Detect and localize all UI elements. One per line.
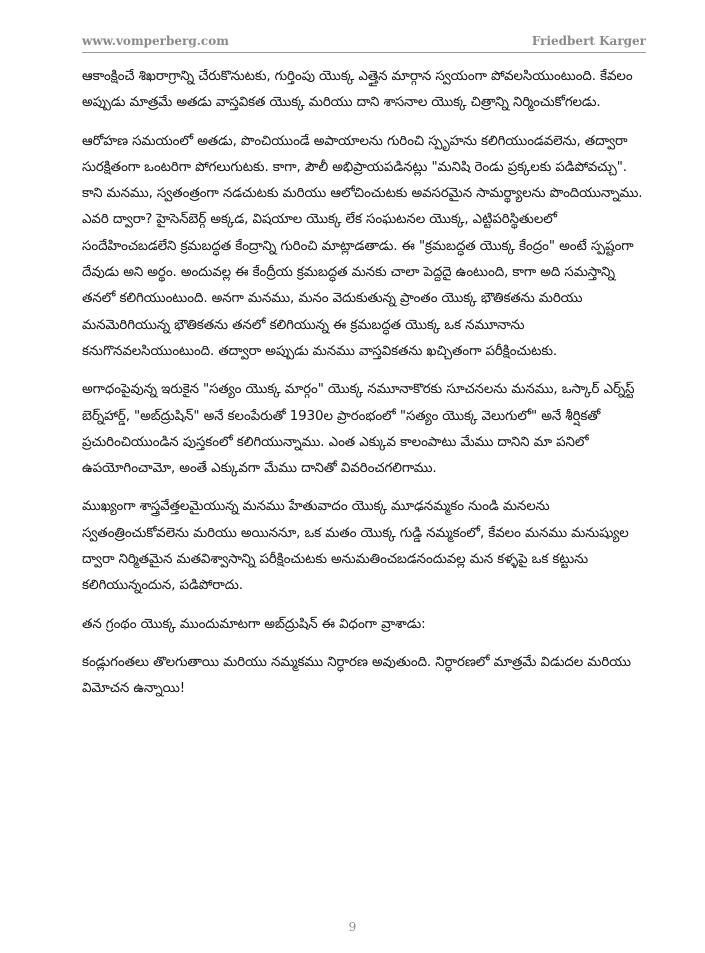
page-header — [82, 30, 646, 53]
header-website: www.vomperberg.com — [82, 34, 229, 48]
paragraph-6: కండ్లుగంతలు తొలగుతాయి మరియు నమ్మకము నిర్ధారణ అవుతుంది. నిర్ధారణలో మాత్రమే విడుదల మరియు విమోచన ఉన్నాయి! — [82, 654, 631, 697]
paragraph-4: ముఖ్యంగా శాస్త్రవేత్తలమైయున్న మనము హేతువాదం యొక్క మూఢనమ్మకం నుండి మనలను స్వతంత్రించుకోవలెను మరియు అయిననూ, ఒక మతం యొక్క గుడ్డి నమ్మకంలో, కేవలం మనము మనుష్యుల ద్వారా నిర్మితమైన మతవిశ్వాసాన్ని పరీక్షించుటకు అనుమతించబడనందువల్ల మన కళ్ళపై ఒక కట్టును కలిగియున్నందున, పడిపోరాదు. — [82, 499, 629, 594]
paragraph-1: ఆకాంక్షించే శిఖరాగ్రాన్ని చేరుకొనుటకు, గుర్తింపు యొక్క ఎత్తైన మార్గాన స్వయంగా పోవలసియుంటుంది. కేవలం అప్పుడు మాత్రమే అతడు వాస్తవికత యొక్క మరియు దాని శాసనాల యొక్క చిత్రాన్ని నిర్మించుకోగలడు. — [82, 69, 633, 111]
paragraph-2: ఆరోహణ సమయంలో అతడు, పొంచియుండే అపాయాలను గురించి స్పృహను కలిగియుండవలెను, తద్వారా సురక్షితంగా ఒంటరిగా పోగలుగుటకు. కాగా, పౌలీ అభిప్రాయపడినట్లు "మనిషి రెండు ప్రక్కలకు పడిపోవచ్చు". కాని మనము, స్వతంత్రంగా నడచుటకు మరియు ఆలోచించుటకు అవసరమైన సామర్థ్యాలను పొందియున్నాము. ఎవరి ద్వారా? హైసెన్‌బెర్గ్ అక్కడ, విషయాల యొక్క లేక సంఘటనల యొక్క, ఎట్టిపరిస్థితులలో సందేహించబడలేని క్రమబద్ధత కేంద్రాన్ని గురించి మాట్లాడతాడు. ఈ "క్రమబద్ధత యొక్క కేంద్రం" అంటే స్పష్టంగా దేవుడు అని అర్థం. అందువల్ల ఈ కేంద్రీయ క్రమబద్ధత మనకు చాలా పెద్దదై ఉంటుంది, కాగా అది సమస్తాన్ని తనలో కలిగియుంటుంది. అనగా మనము, మనం వెదుకుతున్న ప్రాంతం యొక్క భౌతికతను మరియు మనమెరిగియున్న భౌతికతను తనలో కలిగియున్న ఈ క్రమబద్ధత యొక్క ఒక నమూనాను కనుగొనవలసియుంటుంది. తద్వారా అప్పుడు మనము వాస్తవికతను ఖచ్చితంగా పరీక్షించుటకు. — [82, 133, 643, 359]
page-number: 9 — [348, 920, 357, 934]
header-author: Friedbert Karger — [531, 34, 646, 48]
paragraph-3: అగాధంపైవున్న ఇరుకైన "సత్యం యొక్క మార్గం" యొక్క నమూనాకొరకు సూచనలను మనము, ఒస్కార్ ఎర్న్‌స్ట్ బెర్న్‌హార్డ్, "అబ్‌ద్రుషిన్" అనే కలంపేరుతో 1930ల ప్రారంభంలో "సత్యం యొక్క వెలుగులో" అనే శీర్షికతో ప్రచురించియుండిన పుస్తకంలో కలిగియున్నాము. ఎంత ఎక్కువ కాలంపాటు మేము దానిని మా పనిలో ఉపయోగించామో, అంతే ఎక్కువగా మేము దానితో వివరించగలిగాము. — [82, 382, 635, 477]
page-content — [82, 64, 646, 715]
paragraph-5: తన గ్రంథం యొక్క ముందుమాటగా అబ్‌ద్రుషిన్ ఈ విధంగా వ్రాశాడు: — [82, 616, 426, 632]
